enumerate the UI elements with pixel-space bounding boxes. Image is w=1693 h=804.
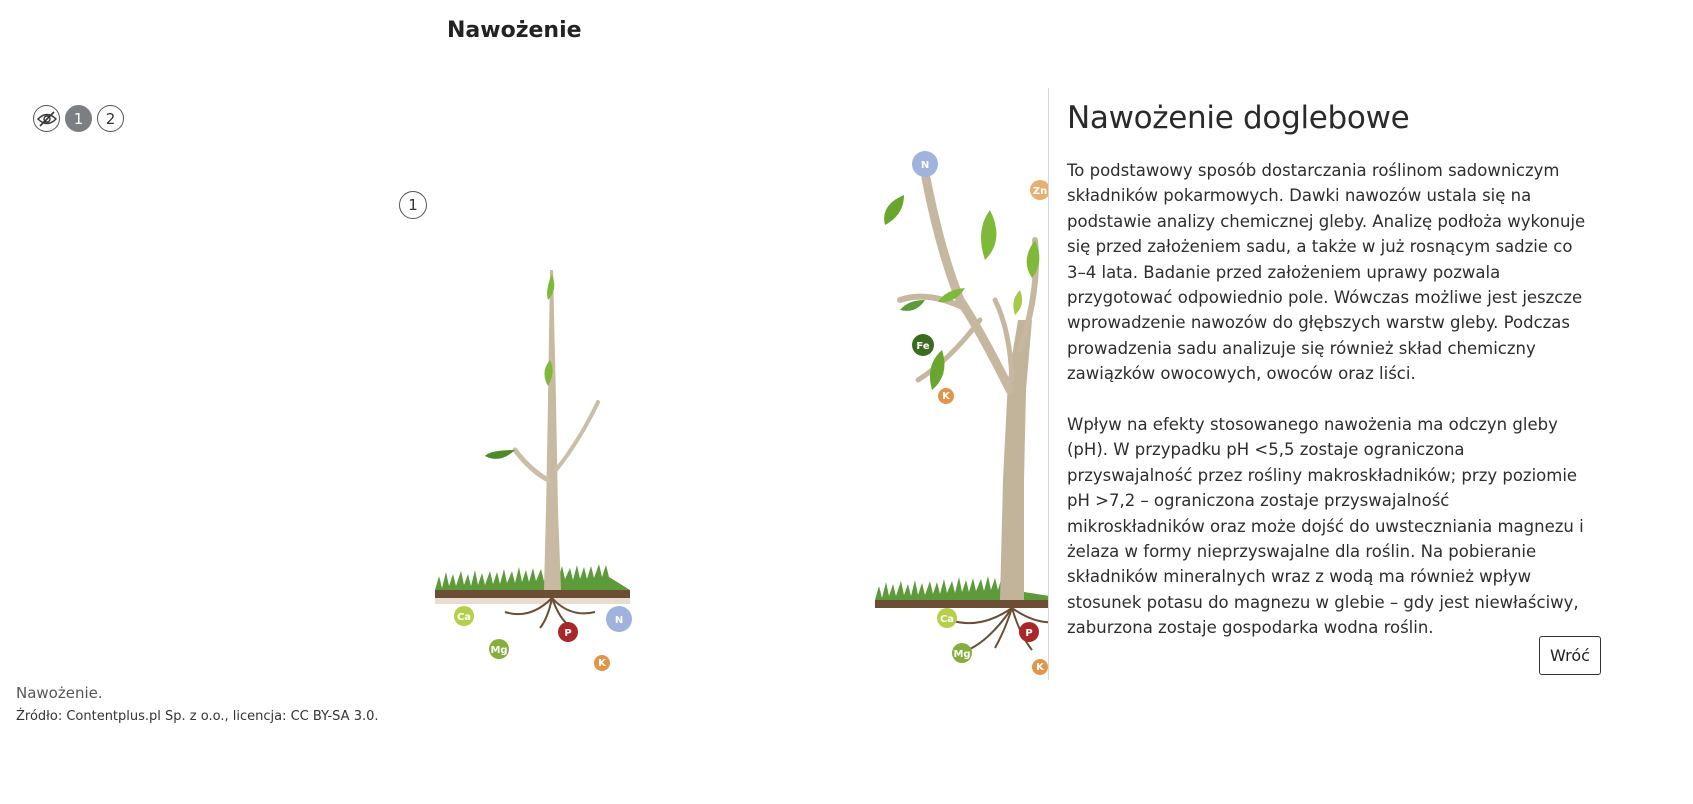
nutrient-ca-label-2: Ca — [939, 614, 955, 625]
info-panel — [1048, 88, 1609, 680]
nutrient-ca-label: Ca — [456, 612, 472, 623]
panel-text — [1067, 158, 1592, 666]
trees-illustration — [420, 150, 1048, 675]
page-title: Nawożenie — [447, 18, 582, 43]
nutrient-k-label-3: K — [1036, 662, 1044, 673]
image-caption: Nawożenie. — [16, 684, 103, 702]
nutrient-n-label: N — [614, 615, 624, 626]
nutrient-k-label: K — [598, 658, 606, 669]
panel-paragraph-2: Wpływ na efekty stosowanego nawożenia ma odczyn gleby (pH). W przypadku pH <5,5 zostaje ograniczona przyswajalność przez rośliny makroskładników; przy poziomie pH >7,2 – ograniczona zostaje przyswajalność mikroskładników oraz może dojść do uwsteczniania magnezu i żelaza w formy nieprzyswajalne dla roślin. Na pobieranie składników mineralnych wraz z wodą ma również wpływ stosunek potasu do magnezu w glebie – gdy jest niewłaściwy, zaburzona zostaje gospodarka wodna roślin. — [1067, 415, 1584, 638]
nutrient-k-label-2: K — [942, 391, 950, 402]
young-tree — [435, 270, 632, 671]
illustration-controls — [33, 105, 124, 132]
panel-title: Nawożenie doglebowe — [1067, 100, 1410, 136]
nutrient-p-label-2: P — [1025, 628, 1033, 639]
nutrient-fe-label: Fe — [916, 341, 930, 352]
hide-markers-button[interactable] — [33, 105, 60, 132]
step-2-button[interactable]: 2 — [97, 105, 124, 132]
mature-tree — [875, 151, 1048, 675]
nutrient-n-label-2: N — [920, 160, 930, 171]
eye-off-icon — [37, 111, 57, 127]
nutrient-mg-label-2: Mg — [953, 649, 971, 660]
step-1-button[interactable]: 1 — [65, 105, 92, 132]
nutrient-p-label: P — [564, 628, 572, 639]
nutrient-mg-label: Mg — [490, 645, 508, 656]
hotspot-marker-1[interactable]: 1 — [399, 191, 427, 219]
illustration — [420, 150, 1048, 675]
back-button[interactable]: Wróć — [1539, 636, 1601, 675]
image-source: Źródło: Contentplus.pl Sp. z o.o., licencja: CC BY-SA 3.0. — [16, 709, 379, 724]
nutrient-zn-label: Zn — [1032, 186, 1048, 197]
panel-paragraph-1: To podstawowy sposób dostarczania roślinom sadowniczym składników pokarmowych. Dawki nawozów ustala się na podstawie analizy chemicznej gleby. Analizę podłoża wykonuje się przed założeniem sadu, a także w już rosnącym sadzie co 3–4 lata. Badanie przed założeniem uprawy pozwala przygotować odpowiednio pole. Wówczas możliwe jest jeszcze wprowadzenie nawozów do głębszych warstw gleby. Podczas prowadzenia sadu analizuje się również skład chemiczny zawiązków owocowych, owoców oraz liści. — [1067, 161, 1586, 384]
